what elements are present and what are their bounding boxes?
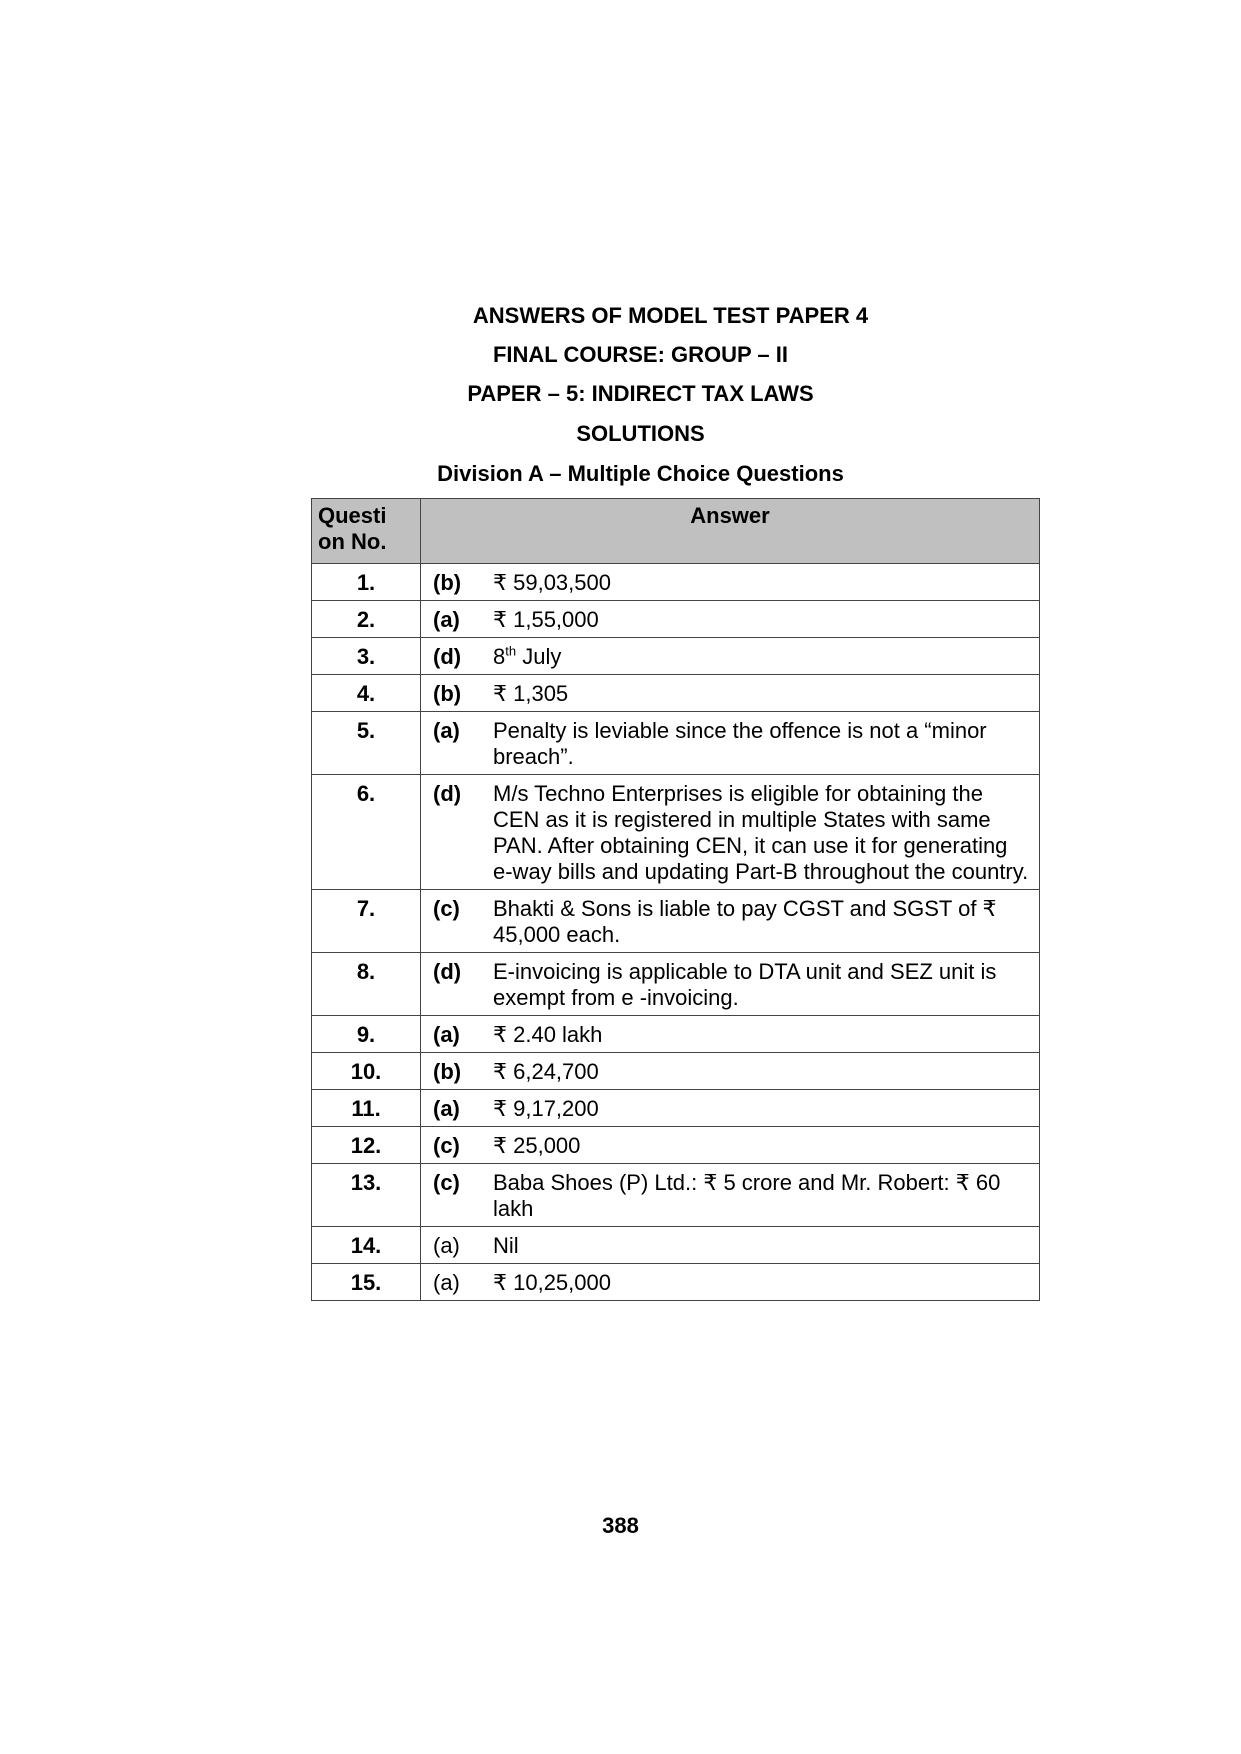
question-number: 14. — [312, 1227, 421, 1264]
answer-text: Baba Shoes (P) Ltd.: ₹ 5 crore and Mr. Robert: ₹ 60 lakh — [493, 1170, 1001, 1221]
question-number: 4. — [312, 675, 421, 712]
answer-option: (c) — [433, 1133, 460, 1158]
question-number: 1. — [312, 564, 421, 601]
answer-cell — [421, 638, 1040, 675]
table-row — [312, 775, 1040, 890]
answer-option: (b) — [433, 1059, 462, 1084]
answer-text: ₹ 6,24,700 — [493, 1059, 599, 1084]
answer-date-suffix: th — [505, 643, 517, 659]
table-row — [312, 564, 1040, 601]
answer-text: E-invoicing is applicable to DTA unit and SEZ unit is exempt from e -invoicing. — [493, 959, 997, 1010]
question-number: 9. — [312, 1016, 421, 1053]
answer-cell — [421, 775, 1040, 890]
page-number: 388 — [602, 1513, 639, 1538]
answer-text: ₹ 2.40 lakh — [493, 1022, 603, 1047]
answer-option: (c) — [433, 1170, 460, 1195]
answer-cell — [421, 1090, 1040, 1127]
solutions-heading: SOLUTIONS — [576, 421, 705, 446]
answer-option: (c) — [433, 896, 460, 921]
table-row — [312, 1227, 1040, 1264]
answer-cell — [421, 712, 1040, 775]
answer-cell — [421, 1053, 1040, 1090]
answer-text: M/s Techno Enterprises is eligible for obtaining the CEN as it is registered in multiple States with same PAN. After obtaining CEN, it can use it for generating e-way bills and updating Part-B throughout the country. — [493, 781, 1029, 884]
answer-date-number: 8 — [493, 644, 506, 669]
table-row — [312, 1164, 1040, 1227]
table-row — [312, 1053, 1040, 1090]
answer-option: (a) — [433, 718, 460, 743]
answer-text: Bhakti & Sons is liable to pay CGST and SGST of ₹ 45,000 each. — [493, 896, 997, 947]
answer-option: (a) — [433, 1096, 460, 1121]
answer-cell — [421, 890, 1040, 953]
answer-option: (a) — [433, 1270, 460, 1295]
table-row — [312, 601, 1040, 638]
answer-text: ₹ 59,03,500 — [493, 570, 611, 595]
question-number: 13. — [312, 1164, 421, 1227]
question-number: 5. — [312, 712, 421, 775]
table-row — [312, 890, 1040, 953]
answer-text — [493, 644, 1029, 670]
answer-cell — [421, 601, 1040, 638]
question-number: 3. — [312, 638, 421, 675]
table-row — [312, 1016, 1040, 1053]
question-number: 11. — [312, 1090, 421, 1127]
table-row — [312, 953, 1040, 1016]
answer-option: (a) — [433, 607, 460, 632]
answer-cell — [421, 953, 1040, 1016]
question-number-header: Questi on No. — [312, 499, 421, 564]
answer-option: (d) — [433, 781, 462, 806]
question-number: 15. — [312, 1264, 421, 1301]
answer-option: (a) — [433, 1233, 460, 1258]
table-row — [312, 675, 1040, 712]
answer-header: Answer — [421, 499, 1040, 564]
answer-option: (b) — [433, 681, 462, 706]
answer-cell — [421, 675, 1040, 712]
answer-cell — [421, 1227, 1040, 1264]
question-number: 12. — [312, 1127, 421, 1164]
answers-table — [311, 498, 1040, 1301]
table-row — [312, 638, 1040, 675]
table-row — [312, 1264, 1040, 1301]
answer-option: (b) — [433, 570, 462, 595]
question-number: 10. — [312, 1053, 421, 1090]
question-number: 7. — [312, 890, 421, 953]
answer-text: ₹ 1,55,000 — [493, 607, 599, 632]
question-number: 2. — [312, 601, 421, 638]
answer-option: (a) — [433, 1022, 460, 1047]
answer-cell — [421, 564, 1040, 601]
answer-text: ₹ 1,305 — [493, 681, 569, 706]
course-heading: FINAL COURSE: GROUP – II — [492, 342, 788, 367]
answer-text: Nil — [493, 1233, 519, 1258]
answer-text: ₹ 10,25,000 — [493, 1270, 611, 1295]
answer-date-month: July — [516, 644, 562, 669]
answer-cell — [421, 1264, 1040, 1301]
table-row — [312, 1127, 1040, 1164]
table-row — [312, 1090, 1040, 1127]
answer-text: Penalty is leviable since the offence is not a “minor breach”. — [493, 718, 987, 769]
answer-cell — [421, 1016, 1040, 1053]
division-heading: Division A – Multiple Choice Questions — [437, 461, 844, 486]
document-title: ANSWERS OF MODEL TEST PAPER 4 — [472, 303, 869, 328]
answer-option: (d) — [433, 959, 462, 984]
question-number: 8. — [312, 953, 421, 1016]
answer-cell — [421, 1127, 1040, 1164]
answer-cell — [421, 1164, 1040, 1227]
table-header-row — [312, 499, 1040, 564]
table-row — [312, 712, 1040, 775]
question-number: 6. — [312, 775, 421, 890]
answer-text: ₹ 9,17,200 — [493, 1096, 599, 1121]
paper-heading: PAPER – 5: INDIRECT TAX LAWS — [467, 381, 814, 406]
answer-text: ₹ 25,000 — [493, 1133, 581, 1158]
answer-option: (d) — [433, 644, 462, 669]
